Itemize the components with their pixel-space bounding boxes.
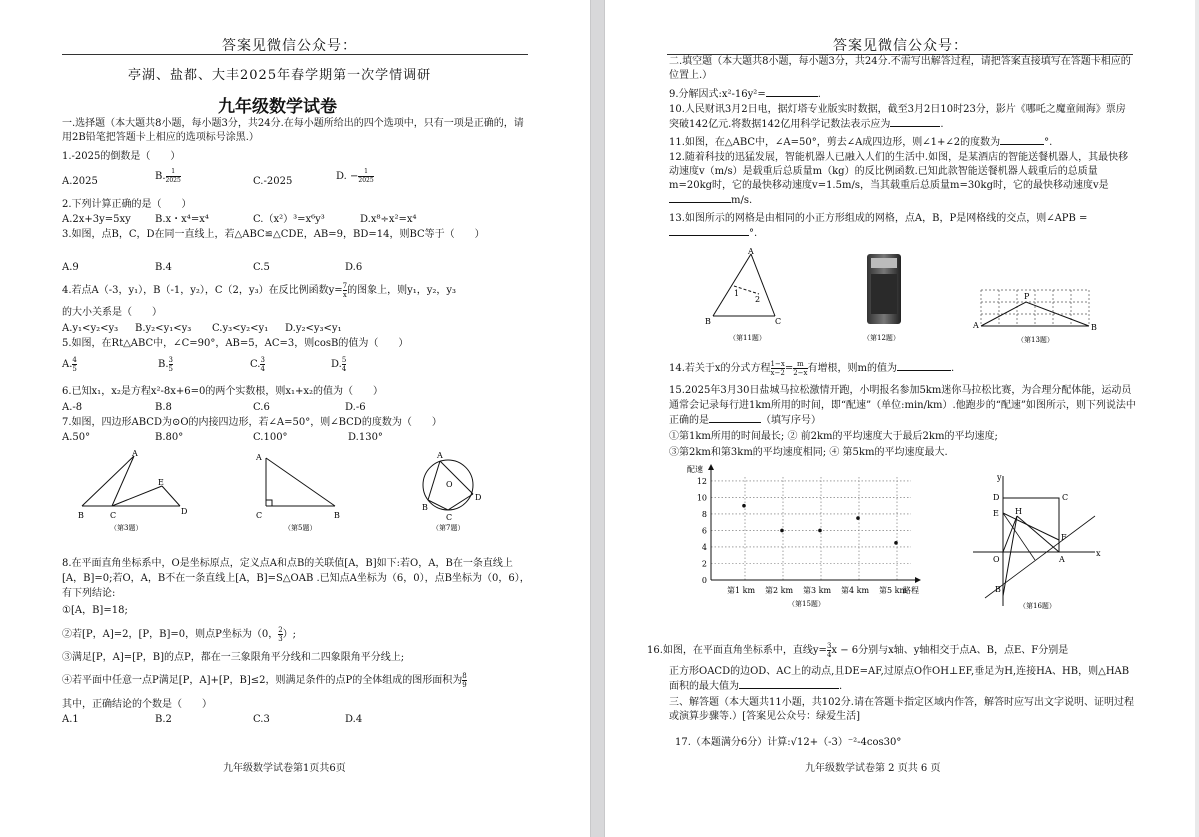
q5-option-a: A. $\frac{4}{5}$ (62, 356, 77, 373)
q1-option-a: A.2025 (62, 176, 98, 187)
q1-stem: 1.-2025的倒数是（ ） (62, 151, 181, 162)
fig11-label-2: 2 (755, 295, 761, 304)
q1-option-d: D. − $\frac{1}{2025}$ (336, 168, 374, 184)
fig16-label-y: y (997, 473, 1002, 482)
robot-screen (871, 258, 897, 268)
q7-option-a: A.50° (62, 432, 91, 443)
page-footer: 九年级数学试卷第1页共6页 (223, 763, 346, 774)
q1-option-b: B. $\frac{1}{2025}$ (155, 168, 181, 184)
fig16-label-f: F (1061, 533, 1067, 542)
fig11-label-a: A (748, 247, 754, 256)
fig7-caption: （第7题） (432, 524, 465, 532)
q7-stem: 7.如图，四边形ABCD为⊙O的内接四边形，若∠A=50°，则∠BCD的度数为（ ） (62, 417, 442, 428)
q2-stem: 2.下列计算正确的是（ ） (62, 199, 192, 210)
q15: 15.2025年3月30日盐城马拉松激情开跑，小明报名参加5km迷你马拉松比赛，为合理分配体能，运动员通常会记录每行进1km所用的时间，即“配速”（单位:min/km）.他跑步的“配速”如图所示，则下列说法中正确的是 （填写序号） (669, 385, 1136, 426)
q15-statements-1-2: ①第1km所用的时间最长; ② 前2km的平均速度大于最后2km的平均速度; (669, 431, 998, 442)
q7-option-c: C.100° (253, 432, 288, 443)
fig3-label-a: A (132, 449, 138, 458)
q4-option-b: B.y₂<y₁<y₃ (135, 323, 192, 334)
q3-option-c: C.5 (253, 262, 270, 273)
q6-option-b: B.8 (155, 402, 172, 413)
fig7-label-c: C (446, 513, 453, 522)
q5-option-b: B. $\frac{3}{5}$ (158, 356, 173, 373)
q4-stem-cont: 的大小关系是（ ） (62, 307, 162, 318)
fig5-label-b: B (334, 511, 340, 520)
fig16-label-c: C (1062, 493, 1069, 502)
pace-point (742, 504, 746, 508)
q7-option-b: B.80° (155, 432, 184, 443)
fig16-label-a: A (1059, 555, 1065, 564)
chart-ylabel: 配速 (687, 465, 703, 474)
fig7-label-a: A (437, 451, 443, 460)
y-tick-label: 0 (701, 576, 707, 585)
q3-option-d: D.6 (345, 262, 363, 273)
fig16-label-x: x (1096, 549, 1101, 558)
figure-q16 (965, 468, 1105, 610)
q6-option-d: D.-6 (345, 402, 366, 413)
q8-option-d: D.4 (345, 714, 363, 725)
page-2 (605, 0, 1195, 837)
y-tick-label: 4 (701, 542, 707, 552)
q8-stem: 8.在平面直角坐标系中，O是坐标原点，定义点A和点B的关联值[A，B]如下:若O，A，B在一条直线上[A，B]=0;若O，A，B不在一条直线上[A，B]=S△OAB .已知点A坐标为（6，0），点B坐标为（0，6），有下列结论: (62, 558, 530, 599)
fig3-label-e: E (158, 478, 164, 487)
q9: 9.分解因式:x²-16y²= . (669, 89, 821, 100)
fig3-label-c: C (110, 511, 117, 520)
x-tick-label: 第1 km (727, 586, 756, 595)
figure-q15-pace-chart (683, 462, 943, 612)
page-gutter (590, 0, 605, 837)
q12: 12.随着科技的迅猛发展，智能机器人已融入人们的生活中.如图，是某酒店的智能送餐机器人，其最快移动速度v（m/s）是载重后总质量m（kg）的反比例函数.已知此款智能送餐机器人载重后的总质量m=20kg时，它的最快移动速度v=1.5m/s，当其载重后总质量m=30kg时，它的最快移动速度v是m/s. (669, 152, 1129, 206)
q8-question: 其中，正确结论的个数是（ ） (62, 699, 212, 710)
figure-q5 (250, 448, 360, 536)
q4-option-d: D.y₂<y₃<y₁ (285, 323, 342, 334)
y-tick-label: 6 (701, 526, 707, 536)
q11: 11.如图，在△ABC中，∠A=50°，剪去∠A成四边形，则∠1+∠2的度数为 °. (669, 137, 1053, 148)
fig5-label-a: A (256, 453, 262, 462)
figure-q7 (418, 448, 493, 536)
q6-option-a: A.-8 (62, 402, 83, 413)
q5-option-d: D. $\frac{5}{4}$ (331, 356, 347, 373)
fig11-label-c: C (775, 317, 782, 326)
q5-stem: 5.如图，在Rt△ABC中，∠C=90°，AB=5，AC=3，则cosB的值为（ ） (62, 338, 409, 349)
section1-intro: 一.选择题（本大题共8小题，每小题3分，共24分.在每小题所给出的四个选项中，只有一项是正确的，请用2B铅笔把答题卡上相应的选项标号涂黑.） (62, 118, 524, 143)
y-tick-label: 2 (701, 559, 707, 569)
page-footer: 九年级数学试卷第 2 页共 6 页 (805, 763, 941, 774)
q8-statement-1: ①[A，B]=18; (62, 605, 128, 616)
y-tick-label: 8 (701, 509, 707, 519)
figure-q12 (857, 250, 913, 346)
q8-statement-4: ④若平面中任意一点P满足[P，A]+[P，B]≤2，则满足条件的点P的全体组成的图形面积为 $\frac{8}{9}$ (62, 672, 467, 689)
q8-option-b: B.2 (155, 714, 172, 725)
fig16-label-h: H (1015, 507, 1022, 516)
fig3-caption: （第3题） (110, 524, 143, 532)
subject-title: 九年级数学试卷 (218, 97, 337, 117)
fig16-label-o: O (993, 555, 1000, 564)
fig13-label-a: A (973, 321, 979, 330)
y-axis-arrow (708, 464, 714, 470)
q8-statement-2: ②若[P，A]=2，[P，B]=0，则点P坐标为（0， $\frac{2}{3}$ ）; (62, 626, 297, 643)
robot-compartment (871, 274, 897, 314)
q5-option-c: C. $\frac{3}{4}$ (250, 356, 265, 373)
fig5-label-c: C (256, 511, 263, 520)
q3-stem: 3.如图，点B，C，D在同一直线上，若△ABC≌△CDE，AB=9，BD=14，则BC等于（ ） (62, 229, 485, 240)
figure-q13 (971, 286, 1111, 346)
y-tick-label: 10 (696, 493, 707, 503)
q8-option-c: C.3 (253, 714, 270, 725)
page-header: 答案见微信公众号： (833, 38, 968, 54)
q7-option-d: D.130° (348, 432, 383, 443)
q15-statements-3-4: ③第2km和第3km的平均速度相同; ④ 第5km的平均速度最大. (669, 447, 948, 458)
fig7-label-d: D (475, 493, 482, 502)
fig16-caption: （第16题） (1019, 602, 1056, 610)
q16: 16.如图，在平面直角坐标系中，直线y= $\frac{3}{4}$ x − 6分别与x轴、y轴相交于点A、B，点E、F分别是 (647, 642, 1069, 659)
fig13-label-b: B (1091, 323, 1097, 332)
q6-option-c: C.6 (253, 402, 270, 413)
q17: 17.（本题满分6分）计算:√12+（-3）⁻²-4cos30° (675, 737, 902, 748)
header-rule (62, 54, 528, 55)
fig16-label-d: D (993, 493, 1000, 502)
fig13-caption: （第13题） (1017, 336, 1054, 344)
pace-point (818, 529, 822, 533)
q13: 13.如图所示的网格是由相同的小正方形组成的网格，点A，B，P是网格线的交点，则∠APB =°. (669, 213, 1088, 239)
x-tick-label: 第3 km (803, 586, 832, 595)
fig11-label-b: B (705, 317, 711, 326)
q4-option-a: A.y₁<y₂<y₃ (62, 323, 119, 334)
q8-statement-3: ③满足[P，A]=[P，B]的点P，都在一三象限角平分线和二四象限角平分线上; (62, 652, 405, 663)
x-tick-label: 第4 km (841, 586, 870, 595)
q16-cont: 正方形OACD的边OD、AC上的动点,且DE=AF,过原点O作OH⊥EF,垂足为H,连接HA、HB，则△HAB面积的最大值为 . (669, 666, 1130, 692)
chart-xlabel: 路程 (903, 586, 919, 595)
x-tick-label: 第5 km (879, 586, 908, 595)
x-axis-arrow (915, 577, 921, 583)
page-header: 答案见微信公众号： (222, 38, 357, 54)
fig12-caption: （第12题） (863, 334, 900, 342)
q6-stem: 6.已知x₁，x₂是方程x²-8x+6=0的两个实数根，则x₁+x₂的值为（ ） (62, 386, 384, 397)
q14: 14.若关于x的分式方程 $\frac{1-x}{x-2}$ = $\frac{m}{2-x}$ 有增根，则m的值为 . (669, 360, 955, 377)
section3-intro: 三、解答题（本大题共11小题，共102分.请在答题卡指定区域内作答，解答时应写出文字说明、证明过程或演算步骤等.）[答案见公众号：绿爱生活] (669, 697, 1134, 722)
q10: 10.人民财讯3月2日电，据灯塔专业版实时数据，截至3月2日10时23分，影片《哪吒之魔童闹海》票房突破142亿元.将数据142亿用科学记数法表示应为 . (669, 104, 1126, 130)
fig16-label-b: B (995, 585, 1001, 594)
pace-point (856, 516, 860, 520)
figure-q11 (701, 246, 791, 346)
fig11-label-1: 1 (734, 289, 740, 298)
pace-point (894, 541, 898, 545)
q4-stem: 4.若点A（-3，y₁），B（-1，y₂），C（2，y₃）在反比例函数y= $\frac{7}{x}$ 的图象上，则y₁，y₂，y₃ (62, 282, 457, 299)
q4-option-c: C.y₃<y₂<y₁ (212, 323, 269, 334)
q2-option-c: C.（x²）³=x⁶y³ (253, 214, 325, 225)
fig7-label-o: O (446, 480, 453, 489)
q2-option-b: B.x・x⁴=x⁴ (155, 214, 209, 225)
y-tick-label: 12 (696, 476, 707, 486)
fig5-caption: （第5题） (284, 524, 317, 532)
exam-title: 亭湖、盐都、大丰2025年春学期第一次学情调研 (128, 68, 432, 83)
q2-option-a: A.2x+3y=5xy (62, 214, 131, 225)
fig7-label-b: B (422, 503, 428, 512)
figure-q3 (70, 448, 200, 536)
q2-option-d: D.x⁸÷x²=x⁴ (360, 214, 417, 225)
q1-option-c: C.-2025 (253, 176, 293, 187)
fig3-label-d: D (181, 507, 188, 516)
q8-option-a: A.1 (62, 714, 79, 725)
fig11-caption: （第11题） (729, 334, 766, 342)
x-tick-label: 第2 km (765, 586, 794, 595)
pace-point (780, 529, 784, 533)
page-1 (0, 0, 590, 837)
q3-option-a: A.9 (62, 262, 79, 273)
fig15-caption: （第15题） (788, 600, 825, 608)
section2-intro: 二.填空题（本大题共8小题，每小题3分，共24分.不需写出解答过程，请把答案直接填写在答题卡相应的位置上.） (669, 56, 1131, 81)
fig13-label-p: P (1024, 292, 1030, 301)
fig16-label-e: E (993, 509, 999, 518)
fig3-label-b: B (78, 511, 84, 520)
q3-option-b: B.4 (155, 262, 172, 273)
